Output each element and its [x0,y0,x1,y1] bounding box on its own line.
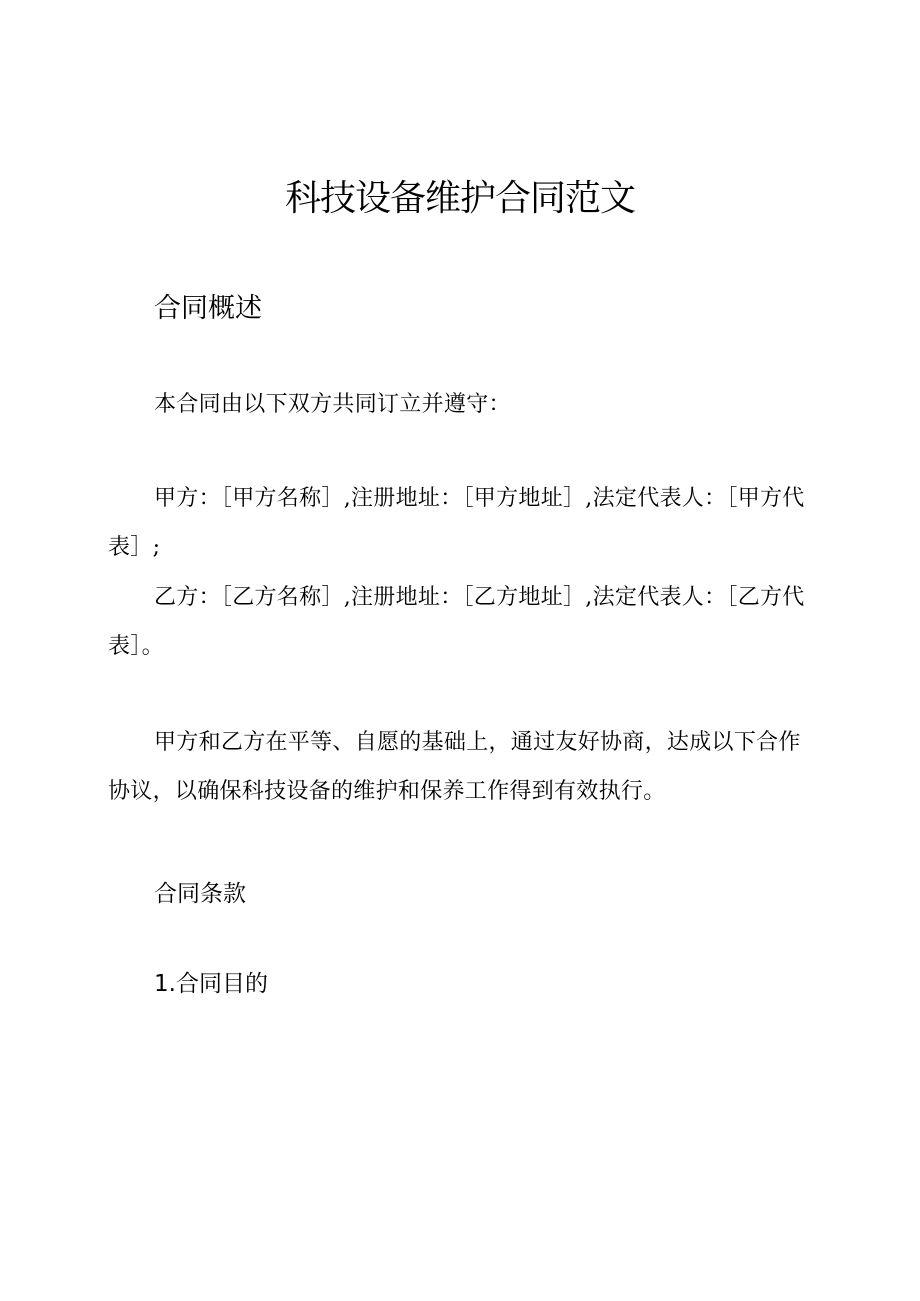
intro-paragraph: 本合同由以下双方共同订立并遵守： [154,392,511,417]
party-b-paragraph: 乙方：［乙方名称］,注册地址：［乙方地址］,法定代表人：［乙方代表］。 [108,585,805,659]
document-title: 科技设备维护合同范文 [284,178,635,219]
party-a-paragraph: 甲方：［甲方名称］,注册地址：［甲方地址］,法定代表人：［甲方代表］; [108,486,805,560]
terms-heading: 合同条款 [154,881,246,907]
section-1-heading: 1.合同目的 [154,971,268,997]
overview-heading: 合同概述 [154,293,262,324]
agreement-paragraph: 甲方和乙方在平等、自愿的基础上，通过友好协商，达成以下合作协议，以确保科技设备的维护和保养工作得到有效执行。 [108,730,801,804]
